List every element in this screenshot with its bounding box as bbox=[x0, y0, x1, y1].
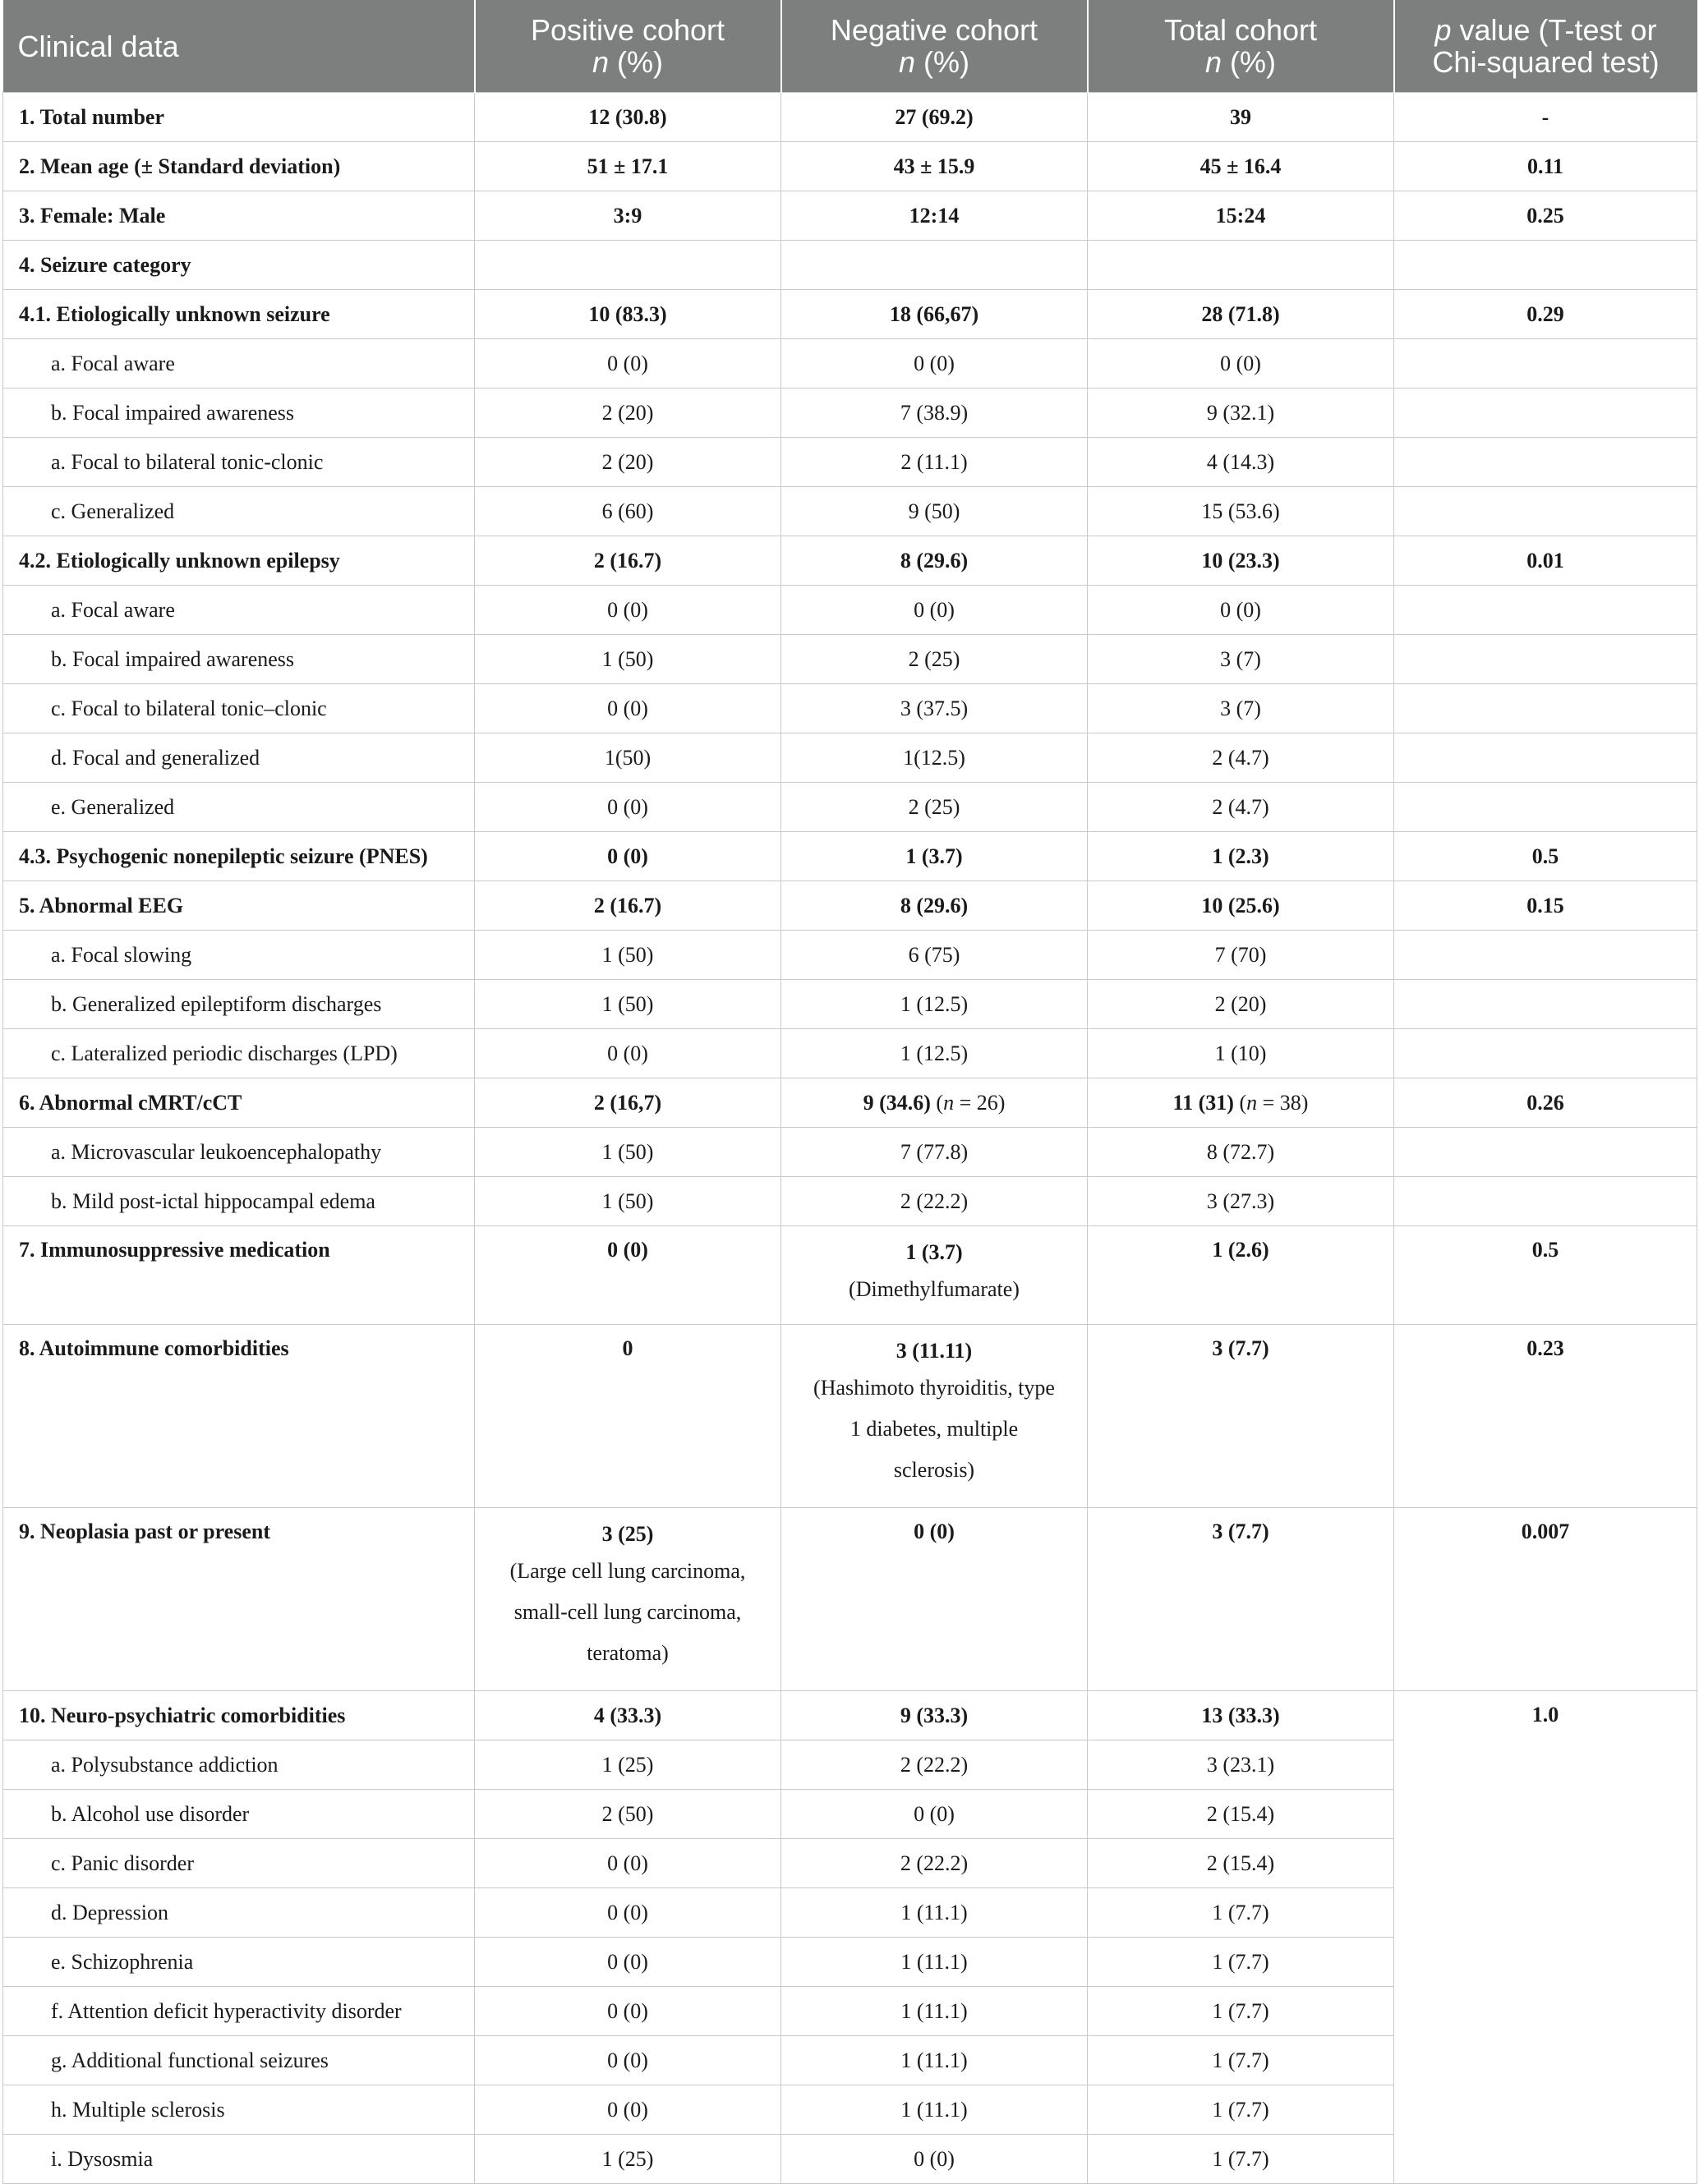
positive-value: 0 bbox=[475, 1325, 781, 1508]
row-label: c. Lateralized periodic discharges (LPD) bbox=[3, 1029, 475, 1078]
positive-value: 3 (25) (Large cell lung carcinoma, small-cell lung carcinoma, teratoma) bbox=[475, 1508, 781, 1691]
row-label: 10. Neuro-psychiatric comorbidities bbox=[3, 1691, 475, 1740]
total-value: 4 (14.3) bbox=[1088, 438, 1394, 487]
p-value: 0.01 bbox=[1394, 536, 1697, 586]
negative-value: 8 (29.6) bbox=[781, 881, 1088, 931]
header-clinical-data: Clinical data bbox=[3, 0, 475, 93]
clinical-data-table-container bbox=[2, 0, 1697, 2184]
row-label: a. Microvascular leukoencephalopathy bbox=[3, 1128, 475, 1177]
table-row bbox=[3, 290, 1697, 339]
table-header bbox=[3, 0, 1697, 93]
p-value bbox=[1394, 241, 1697, 290]
total-value: 1 (7.7) bbox=[1088, 1938, 1394, 1987]
row-label: 4.3. Psychogenic nonepileptic seizure (PNES) bbox=[3, 832, 475, 881]
row-label: e. Schizophrenia bbox=[3, 1938, 475, 1987]
negative-value: 3 (37.5) bbox=[781, 684, 1088, 733]
total-value: 15 (53.6) bbox=[1088, 487, 1394, 536]
positive-value: 0 (0) bbox=[475, 1029, 781, 1078]
negative-value: 1(12.5) bbox=[781, 733, 1088, 783]
positive-value: 1 (50) bbox=[475, 635, 781, 684]
positive-value: 2 (50) bbox=[475, 1790, 781, 1839]
p-value: 0.25 bbox=[1394, 191, 1697, 241]
positive-value: 51 ± 17.1 bbox=[475, 142, 781, 191]
table-row bbox=[3, 339, 1697, 389]
positive-value: 2 (16.7) bbox=[475, 536, 781, 586]
p-value bbox=[1394, 635, 1697, 684]
positive-value: 1 (25) bbox=[475, 2135, 781, 2184]
total-value: 3 (7.7) bbox=[1088, 1325, 1394, 1508]
p-value: - bbox=[1394, 93, 1697, 142]
positive-value: 1 (50) bbox=[475, 931, 781, 980]
table-row bbox=[3, 980, 1697, 1029]
p-value: 1.0 bbox=[1394, 1691, 1697, 2184]
p-value: 0.15 bbox=[1394, 881, 1697, 931]
p-value: 0.29 bbox=[1394, 290, 1697, 339]
p-value bbox=[1394, 339, 1697, 389]
positive-value: 1 (50) bbox=[475, 980, 781, 1029]
negative-value: 1 (11.1) bbox=[781, 1888, 1088, 1938]
positive-value: 0 (0) bbox=[475, 1839, 781, 1888]
negative-value: 6 (75) bbox=[781, 931, 1088, 980]
row-label: b. Focal impaired awareness bbox=[3, 635, 475, 684]
p-value bbox=[1394, 980, 1697, 1029]
row-label: d. Focal and generalized bbox=[3, 733, 475, 783]
p-value: 0.5 bbox=[1394, 832, 1697, 881]
row-label: e. Generalized bbox=[3, 783, 475, 832]
total-value: 3 (7) bbox=[1088, 684, 1394, 733]
total-value: 0 (0) bbox=[1088, 339, 1394, 389]
positive-value: 0 (0) bbox=[475, 1888, 781, 1938]
total-value: 2 (15.4) bbox=[1088, 1790, 1394, 1839]
row-label: 4. Seizure category bbox=[3, 241, 475, 290]
negative-value: 7 (77.8) bbox=[781, 1128, 1088, 1177]
table-row bbox=[3, 1226, 1697, 1325]
p-value bbox=[1394, 931, 1697, 980]
negative-value: 1 (3.7) bbox=[781, 832, 1088, 881]
clinical-data-table bbox=[2, 0, 1697, 2184]
negative-value: 12:14 bbox=[781, 191, 1088, 241]
total-value: 1 (7.7) bbox=[1088, 2085, 1394, 2135]
negative-value: 2 (22.2) bbox=[781, 1839, 1088, 1888]
row-label: 4.1. Etiologically unknown seizure bbox=[3, 290, 475, 339]
table-row bbox=[3, 93, 1697, 142]
row-label: b. Generalized epileptiform discharges bbox=[3, 980, 475, 1029]
positive-value: 1 (50) bbox=[475, 1177, 781, 1226]
negative-value: 8 (29.6) bbox=[781, 536, 1088, 586]
total-value: 11 (31) (n = 38) bbox=[1088, 1078, 1394, 1128]
header-row bbox=[3, 0, 1697, 93]
negative-value: 2 (11.1) bbox=[781, 438, 1088, 487]
positive-value: 10 (83.3) bbox=[475, 290, 781, 339]
negative-value: 1 (11.1) bbox=[781, 2036, 1088, 2085]
total-value bbox=[1088, 241, 1394, 290]
total-value: 1 (2.3) bbox=[1088, 832, 1394, 881]
table-row bbox=[3, 438, 1697, 487]
header-positive-cohort: Positive cohort n (%) bbox=[475, 0, 781, 93]
p-value: 0.007 bbox=[1394, 1508, 1697, 1691]
table-row bbox=[3, 783, 1697, 832]
negative-value: 1 (12.5) bbox=[781, 980, 1088, 1029]
positive-value: 0 (0) bbox=[475, 586, 781, 635]
positive-value: 0 (0) bbox=[475, 2085, 781, 2135]
row-label: 4.2. Etiologically unknown epilepsy bbox=[3, 536, 475, 586]
p-value: 0.5 bbox=[1394, 1226, 1697, 1325]
row-label: a. Focal slowing bbox=[3, 931, 475, 980]
p-value bbox=[1394, 733, 1697, 783]
p-value bbox=[1394, 586, 1697, 635]
row-label: 9. Neoplasia past or present bbox=[3, 1508, 475, 1691]
table-row bbox=[3, 1029, 1697, 1078]
total-value: 1 (7.7) bbox=[1088, 2036, 1394, 2085]
positive-value: 4 (33.3) bbox=[475, 1691, 781, 1740]
row-label: c. Panic disorder bbox=[3, 1839, 475, 1888]
negative-value: 0 (0) bbox=[781, 586, 1088, 635]
negative-value: 0 (0) bbox=[781, 1790, 1088, 1839]
row-label: h. Multiple sclerosis bbox=[3, 2085, 475, 2135]
positive-value: 2 (16.7) bbox=[475, 881, 781, 931]
negative-value: 3 (11.11) (Hashimoto thyroiditis, type 1 diabetes, multiple sclerosis) bbox=[781, 1325, 1088, 1508]
positive-value: 0 (0) bbox=[475, 1938, 781, 1987]
negative-value: 1 (3.7) (Dimethylfumarate) bbox=[781, 1226, 1088, 1325]
positive-value: 1(50) bbox=[475, 733, 781, 783]
table-row bbox=[3, 1128, 1697, 1177]
row-label: a. Polysubstance addiction bbox=[3, 1740, 475, 1790]
positive-value: 3:9 bbox=[475, 191, 781, 241]
negative-value: 1 (11.1) bbox=[781, 1987, 1088, 2036]
row-label: a. Focal to bilateral tonic-clonic bbox=[3, 438, 475, 487]
table-row bbox=[3, 733, 1697, 783]
table-row bbox=[3, 881, 1697, 931]
row-label: i. Dysosmia bbox=[3, 2135, 475, 2184]
negative-value: 2 (22.2) bbox=[781, 1740, 1088, 1790]
total-value: 8 (72.7) bbox=[1088, 1128, 1394, 1177]
p-value bbox=[1394, 684, 1697, 733]
table-row bbox=[3, 487, 1697, 536]
row-label: b. Alcohol use disorder bbox=[3, 1790, 475, 1839]
total-value: 9 (32.1) bbox=[1088, 389, 1394, 438]
positive-value: 0 (0) bbox=[475, 1226, 781, 1325]
total-value: 3 (7) bbox=[1088, 635, 1394, 684]
table-row bbox=[3, 241, 1697, 290]
total-value: 1 (10) bbox=[1088, 1029, 1394, 1078]
table-row bbox=[3, 1078, 1697, 1128]
total-value: 15:24 bbox=[1088, 191, 1394, 241]
total-value: 10 (25.6) bbox=[1088, 881, 1394, 931]
negative-value: 9 (33.3) bbox=[781, 1691, 1088, 1740]
p-value bbox=[1394, 1029, 1697, 1078]
header-negative-cohort: Negative cohort n (%) bbox=[781, 0, 1088, 93]
row-label: c. Focal to bilateral tonic–clonic bbox=[3, 684, 475, 733]
total-value: 1 (2.6) bbox=[1088, 1226, 1394, 1325]
total-value: 2 (4.7) bbox=[1088, 783, 1394, 832]
positive-value: 1 (25) bbox=[475, 1740, 781, 1790]
total-value: 7 (70) bbox=[1088, 931, 1394, 980]
row-label: c. Generalized bbox=[3, 487, 475, 536]
p-value bbox=[1394, 1177, 1697, 1226]
total-value: 3 (23.1) bbox=[1088, 1740, 1394, 1790]
row-label: a. Focal aware bbox=[3, 339, 475, 389]
negative-value: 9 (34.6) (n = 26) bbox=[781, 1078, 1088, 1128]
negative-value: 1 (12.5) bbox=[781, 1029, 1088, 1078]
p-value bbox=[1394, 783, 1697, 832]
table-row bbox=[3, 389, 1697, 438]
total-value: 28 (71.8) bbox=[1088, 290, 1394, 339]
row-label: d. Depression bbox=[3, 1888, 475, 1938]
positive-value: 6 (60) bbox=[475, 487, 781, 536]
p-value: 0.23 bbox=[1394, 1325, 1697, 1508]
positive-value bbox=[475, 241, 781, 290]
row-label: 6. Abnormal cMRT/cCT bbox=[3, 1078, 475, 1128]
total-value: 2 (15.4) bbox=[1088, 1839, 1394, 1888]
positive-value: 2 (20) bbox=[475, 438, 781, 487]
negative-value: 7 (38.9) bbox=[781, 389, 1088, 438]
negative-value: 2 (25) bbox=[781, 783, 1088, 832]
positive-value: 0 (0) bbox=[475, 1987, 781, 2036]
positive-value: 2 (16,7) bbox=[475, 1078, 781, 1128]
negative-value: 0 (0) bbox=[781, 1508, 1088, 1691]
negative-value: 9 (50) bbox=[781, 487, 1088, 536]
negative-value bbox=[781, 241, 1088, 290]
total-value: 0 (0) bbox=[1088, 586, 1394, 635]
p-value bbox=[1394, 487, 1697, 536]
negative-value: 2 (22.2) bbox=[781, 1177, 1088, 1226]
table-row bbox=[3, 1177, 1697, 1226]
table-row bbox=[3, 142, 1697, 191]
row-label: 1. Total number bbox=[3, 93, 475, 142]
header-total-cohort: Total cohort n (%) bbox=[1088, 0, 1394, 93]
header-p-value: p value (T-test or Chi-squared test) bbox=[1394, 0, 1697, 93]
table-row bbox=[3, 586, 1697, 635]
table-row bbox=[3, 1691, 1697, 1740]
row-label: 2. Mean age (± Standard deviation) bbox=[3, 142, 475, 191]
p-value bbox=[1394, 438, 1697, 487]
negative-value: 43 ± 15.9 bbox=[781, 142, 1088, 191]
table-row bbox=[3, 931, 1697, 980]
positive-value: 0 (0) bbox=[475, 339, 781, 389]
total-value: 3 (27.3) bbox=[1088, 1177, 1394, 1226]
positive-value: 0 (0) bbox=[475, 684, 781, 733]
row-label: f. Attention deficit hyperactivity disorder bbox=[3, 1987, 475, 2036]
table-row bbox=[3, 1508, 1697, 1691]
positive-value: 2 (20) bbox=[475, 389, 781, 438]
p-value: 0.11 bbox=[1394, 142, 1697, 191]
negative-value: 18 (66,67) bbox=[781, 290, 1088, 339]
total-value: 1 (7.7) bbox=[1088, 1987, 1394, 2036]
negative-value: 0 (0) bbox=[781, 339, 1088, 389]
total-value: 13 (33.3) bbox=[1088, 1691, 1394, 1740]
table-row bbox=[3, 684, 1697, 733]
p-value: 0.26 bbox=[1394, 1078, 1697, 1128]
positive-value: 0 (0) bbox=[475, 832, 781, 881]
positive-value: 1 (50) bbox=[475, 1128, 781, 1177]
total-value: 2 (20) bbox=[1088, 980, 1394, 1029]
table-body bbox=[3, 93, 1697, 2184]
row-label: 7. Immunosuppressive medication bbox=[3, 1226, 475, 1325]
negative-value: 0 (0) bbox=[781, 2135, 1088, 2184]
total-value: 1 (7.7) bbox=[1088, 1888, 1394, 1938]
row-label: b. Mild post-ictal hippocampal edema bbox=[3, 1177, 475, 1226]
negative-value: 1 (11.1) bbox=[781, 1938, 1088, 1987]
negative-value: 2 (25) bbox=[781, 635, 1088, 684]
table-row bbox=[3, 832, 1697, 881]
positive-value: 0 (0) bbox=[475, 2036, 781, 2085]
table-row bbox=[3, 635, 1697, 684]
total-value: 39 bbox=[1088, 93, 1394, 142]
total-value: 10 (23.3) bbox=[1088, 536, 1394, 586]
table-row bbox=[3, 536, 1697, 586]
row-label: 3. Female: Male bbox=[3, 191, 475, 241]
positive-value: 0 (0) bbox=[475, 783, 781, 832]
row-label: 8. Autoimmune comorbidities bbox=[3, 1325, 475, 1508]
row-label: 5. Abnormal EEG bbox=[3, 881, 475, 931]
total-value: 2 (4.7) bbox=[1088, 733, 1394, 783]
negative-value: 27 (69.2) bbox=[781, 93, 1088, 142]
positive-value: 12 (30.8) bbox=[475, 93, 781, 142]
row-label: g. Additional functional seizures bbox=[3, 2036, 475, 2085]
table-row bbox=[3, 191, 1697, 241]
p-value bbox=[1394, 1128, 1697, 1177]
total-value: 1 (7.7) bbox=[1088, 2135, 1394, 2184]
negative-value: 1 (11.1) bbox=[781, 2085, 1088, 2135]
row-label: b. Focal impaired awareness bbox=[3, 389, 475, 438]
total-value: 3 (7.7) bbox=[1088, 1508, 1394, 1691]
total-value: 45 ± 16.4 bbox=[1088, 142, 1394, 191]
row-label: a. Focal aware bbox=[3, 586, 475, 635]
table-row bbox=[3, 1325, 1697, 1508]
p-value bbox=[1394, 389, 1697, 438]
